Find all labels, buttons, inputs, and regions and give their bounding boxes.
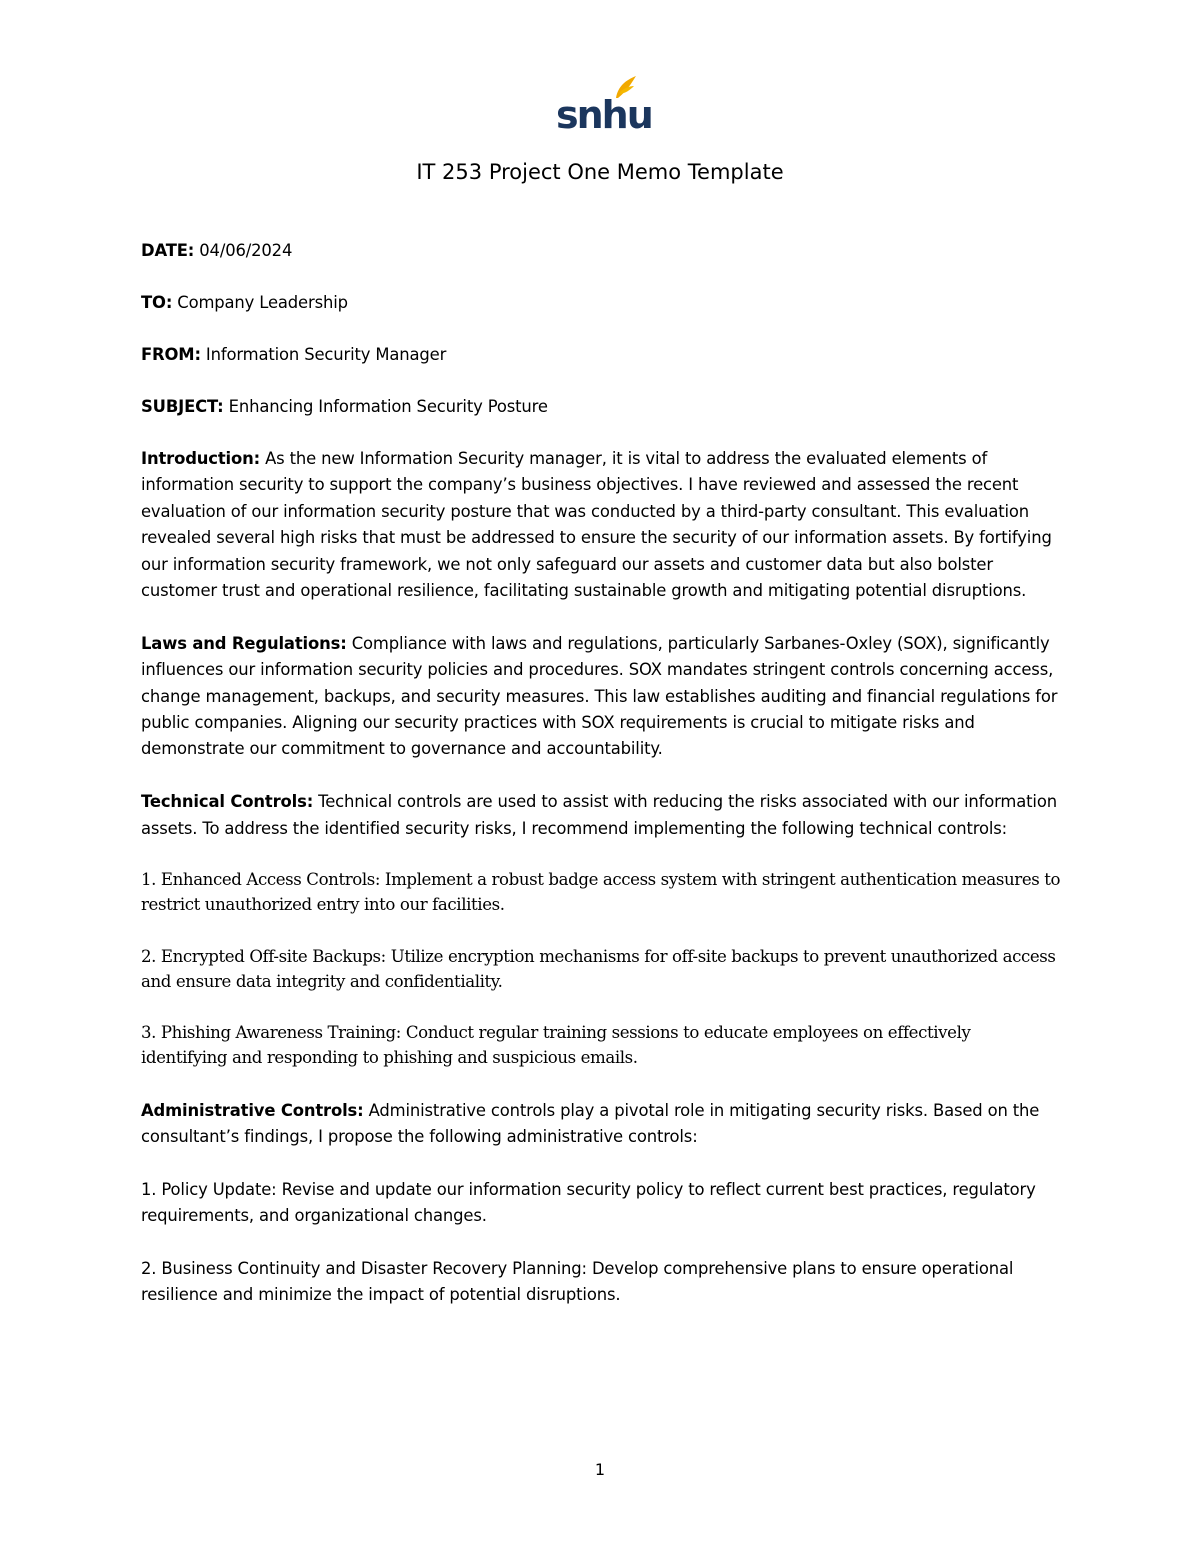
date-line — [141, 238, 1061, 264]
technical-item-2: 2. Encrypted Off-site Backups: Utilize encryption mechanisms for off-site backups to prevent unauthorized access and ensure data integrity and confidentiality. — [141, 946, 1056, 991]
to-label: TO: — [141, 293, 173, 312]
from-line — [141, 342, 1061, 368]
administrative-paragraph — [141, 1098, 1061, 1151]
technical-text: Technical controls are used to assist with reducing the risks associated with our information assets. To address the identified security risks, I recommend implementing the following technical controls: — [141, 792, 1057, 838]
subject-value: Enhancing Information Security Posture — [223, 397, 548, 416]
administrative-item-1: 1. Policy Update: Revise and update our information security policy to reflect current best practices, regulatory requirements, and organizational changes. — [141, 1179, 1036, 1226]
administrative-text: Administrative controls play a pivotal role in mitigating security risks. Based on the consultant’s findings, I propose the following administrative controls: — [141, 1100, 1040, 1147]
memo-body — [141, 238, 1061, 1335]
administrative-label: Administrative Controls: — [141, 1100, 364, 1120]
to-line — [141, 290, 1061, 316]
technical-item-1: 1. Enhanced Access Controls: Implement a robust badge access system with stringent authentication measures to restrict unauthorized entry into our facilities. — [141, 870, 1061, 915]
document-title: IT 253 Project One Memo Template — [416, 160, 784, 184]
page-number: 1 — [594, 1460, 606, 1479]
technical-item-3: 3. Phishing Awareness Training: Conduct regular training sessions to educate employees on effectively identifying and responding to phishing and suspicious emails. — [141, 1023, 971, 1067]
from-value: Information Security Manager — [200, 345, 447, 364]
laws-label: Laws and Regulations: — [141, 633, 347, 653]
technical-paragraph — [141, 789, 1061, 842]
introduction-label: Introduction: — [141, 449, 261, 468]
laws-paragraph — [141, 631, 1061, 763]
introduction-text: As the new Information Security manager, it is vital to address the evaluated elements of information security to support the company’s business objectives. I have reviewed and assessed the recent evaluation of our information security posture that was conducted by a third-party consultant. This evaluation revealed several high risks that must be addressed to ensure the security of our information assets. By fortifying our information security framework, we not only safeguard our assets and customer data but also bolster customer trust and operational resilience, facilitating sustainable growth and mitigating potential disruptions. — [141, 449, 1052, 601]
date-value: 04/06/2024 — [194, 241, 293, 260]
subject-line — [141, 394, 1061, 420]
from-label: FROM: — [141, 345, 201, 364]
introduction-paragraph — [141, 446, 1061, 604]
subject-label: SUBJECT: — [141, 397, 224, 416]
to-value: Company Leadership — [172, 293, 348, 312]
svg-text:snhu: snhu — [556, 93, 652, 137]
laws-text: Compliance with laws and regulations, particularly Sarbanes-Oxley (SOX), significantly influences our information security policies and procedures. SOX mandates stringent controls concerning access, change management, backups, and security measures. This law establishes auditing and financial regulations for public companies. Aligning our security practices with SOX requirements is crucial to mitigate risks and demonstrate our commitment to governance and accountability. — [141, 633, 1058, 759]
date-label: DATE: — [141, 241, 195, 260]
technical-label: Technical Controls: — [141, 792, 314, 812]
snhu-logo — [552, 72, 652, 137]
administrative-item-2: 2. Business Continuity and Disaster Recovery Planning: Develop comprehensive plans to ensure operational resilience and minimize the impact of potential disruptions. — [141, 1259, 1014, 1305]
